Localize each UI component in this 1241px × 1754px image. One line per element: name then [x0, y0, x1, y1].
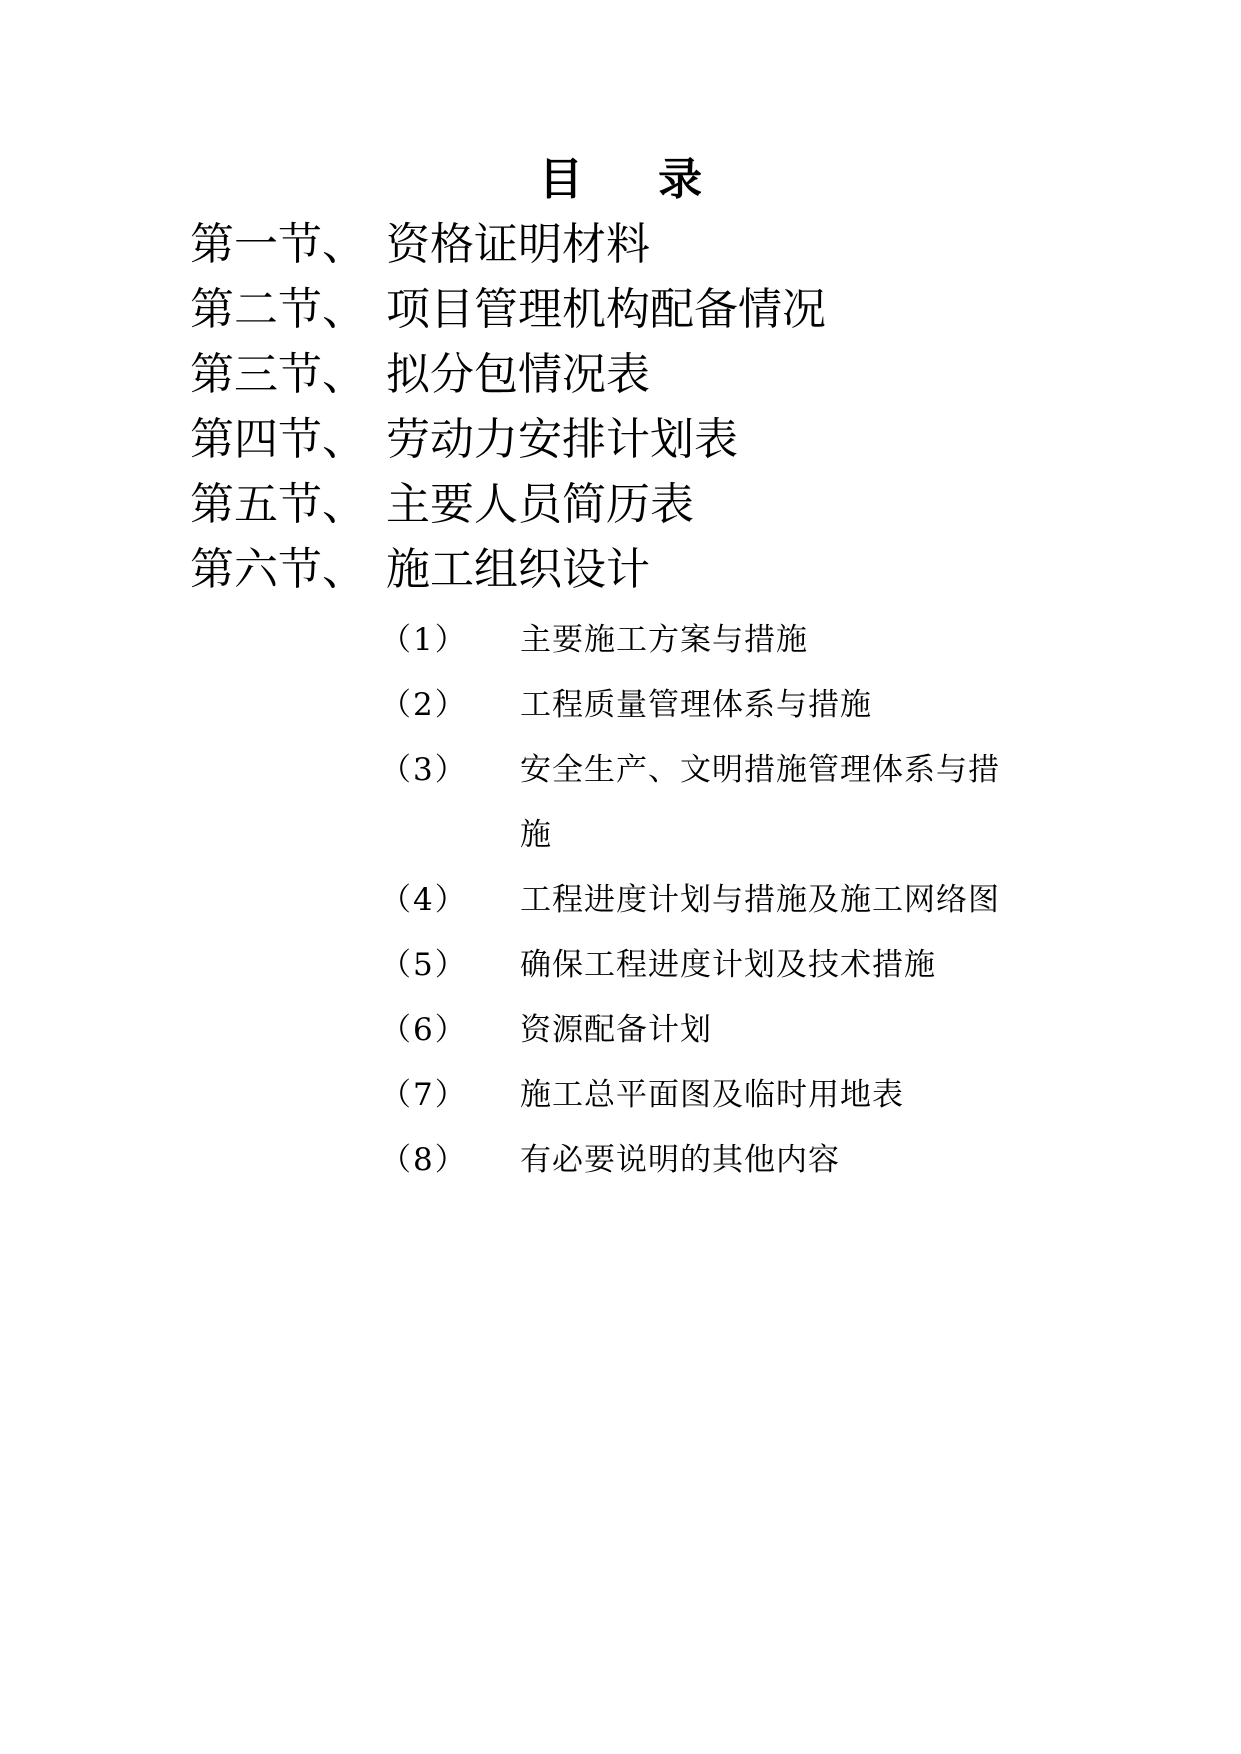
subsection-title: 安全生产、文明措施管理体系与措施	[520, 752, 1000, 853]
section-number: 第二节、	[190, 284, 366, 335]
subsection-index: （8）	[380, 1142, 468, 1178]
subsection-item	[380, 1128, 1020, 1193]
section-title: 施工组织设计	[386, 544, 650, 595]
section-item	[190, 212, 826, 277]
subsection-item	[380, 933, 1020, 998]
subsection-title: 工程质量管理体系与措施	[520, 687, 872, 723]
section-item	[190, 537, 826, 602]
subsection-index: （6）	[380, 1012, 468, 1048]
subsection-title: 施工总平面图及临时用地表	[520, 1077, 904, 1113]
section-item	[190, 472, 826, 537]
subsection-title: 主要施工方案与措施	[520, 622, 808, 658]
subsection-index: （1）	[380, 622, 468, 658]
subsection-item	[380, 998, 1020, 1063]
toc-title: 目 录	[538, 154, 733, 205]
subsection-list	[380, 608, 1020, 1193]
subsection-index: （2）	[380, 687, 468, 723]
section-title: 资格证明材料	[386, 219, 650, 270]
subsection-index: （4）	[380, 882, 468, 918]
section-number: 第六节、	[190, 544, 366, 595]
section-number: 第五节、	[190, 479, 366, 530]
subsection-item	[380, 673, 1020, 738]
section-item	[190, 342, 826, 407]
subsection-title: 工程进度计划与措施及施工网络图	[520, 882, 1000, 918]
section-item	[190, 277, 826, 342]
subsection-title: 资源配备计划	[520, 1012, 712, 1048]
subsection-item	[380, 608, 1020, 673]
subsection-index: （7）	[380, 1077, 468, 1113]
section-list	[190, 212, 826, 602]
section-title: 项目管理机构配备情况	[386, 284, 826, 335]
subsection-item	[380, 1063, 1020, 1128]
subsection-item	[380, 868, 1020, 933]
section-number: 第四节、	[190, 414, 366, 465]
subsection-index: （3）	[380, 752, 468, 788]
section-title: 拟分包情况表	[386, 349, 650, 400]
section-number: 第三节、	[190, 349, 366, 400]
subsection-title: 确保工程进度计划及技术措施	[520, 947, 936, 983]
subsection-index: （5）	[380, 947, 468, 983]
section-number: 第一节、	[190, 219, 366, 270]
section-title: 劳动力安排计划表	[386, 414, 738, 465]
subsection-item	[380, 738, 1020, 868]
subsection-title: 有必要说明的其他内容	[520, 1142, 840, 1178]
section-item	[190, 407, 826, 472]
section-title: 主要人员简历表	[386, 479, 694, 530]
